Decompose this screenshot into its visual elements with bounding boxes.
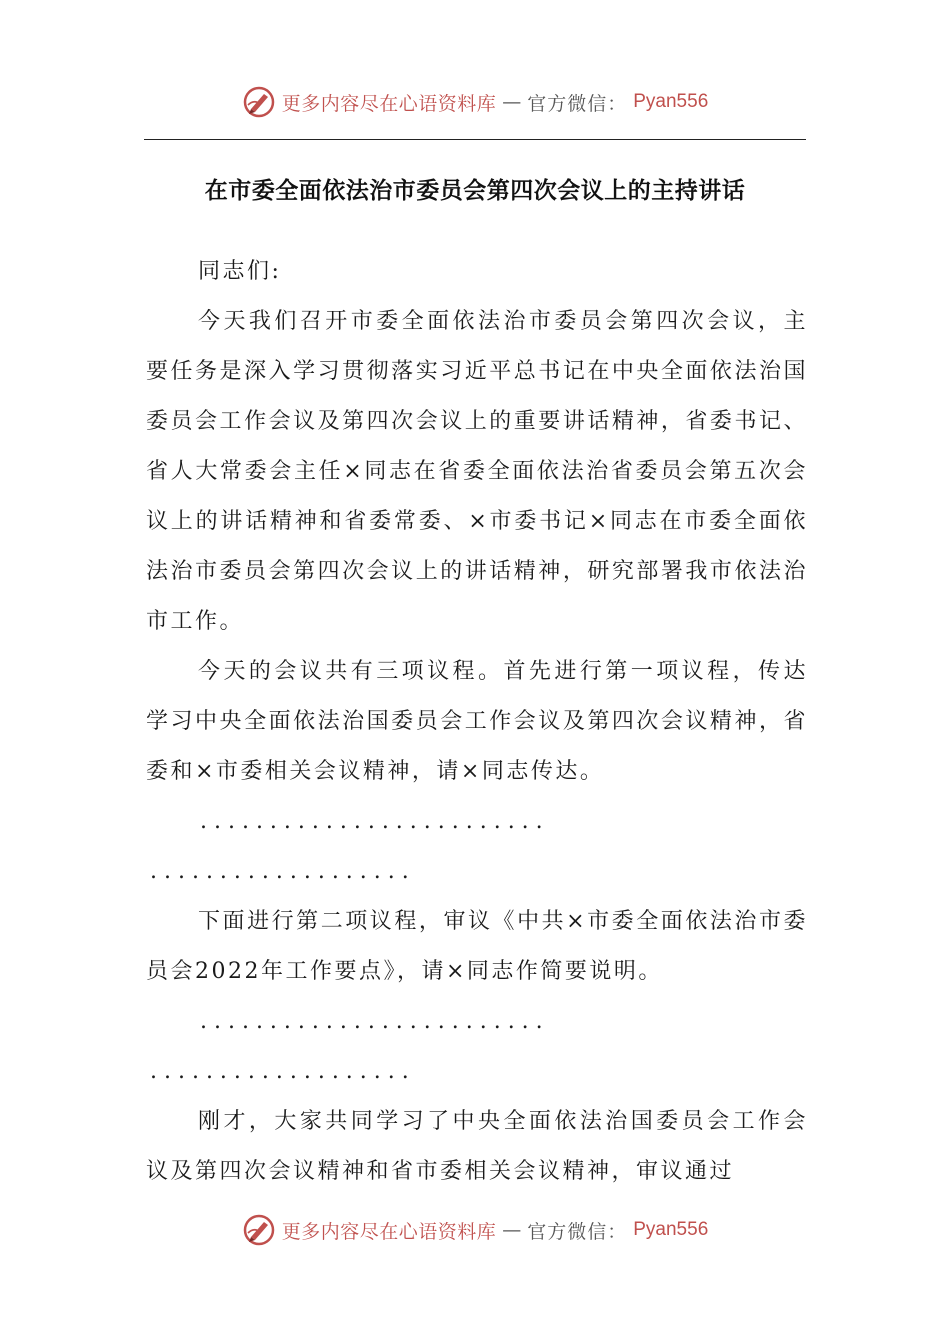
document-body bbox=[146, 247, 808, 1197]
header-watermark bbox=[0, 84, 950, 120]
watermark-wechat-label: 官方微信： bbox=[527, 92, 628, 115]
watermark-separator: — bbox=[502, 91, 522, 113]
ellipsis-line: . . . . . . . . . . . . . . . . . . . . . . . . . bbox=[200, 1009, 543, 1034]
watermark-wechat-id: Pyan556 bbox=[633, 1219, 709, 1240]
watermark-separator: — bbox=[502, 1219, 522, 1241]
paragraph: 今天我们召开市委全面依法治市委员会第四次会议，主要任务是深入学习贯彻落实习近平总书记在中央全面依法治国委员会工作会议及第四次会议上的重要讲话精神，省委书记、省人大常委会主任×同志在省委全面依法治省委员会第五次会议上的讲话精神和省委常委、×市委书记×同志在市委全面依法治市委员会第四次会议上的讲话精神，研究部署我市依法治市工作。 bbox=[146, 309, 808, 634]
paragraph: 下面进行第二项议程，审议《中共×市委全面依法治市委员会2022年工作要点》，请×同志作简要说明。 bbox=[146, 909, 808, 984]
ellipsis-line: . . . . . . . . . . . . . . . . . . . bbox=[150, 859, 409, 884]
watermark-text: 更多内容尽在心语资料库 bbox=[281, 92, 497, 115]
watermark-wechat-label: 官方微信： bbox=[527, 1220, 628, 1243]
ellipsis-line: . . . . . . . . . . . . . . . . . . . bbox=[150, 1059, 409, 1084]
salutation: 同志们: bbox=[198, 259, 282, 284]
brand-logo-icon bbox=[242, 85, 276, 119]
header-divider bbox=[144, 139, 806, 140]
paragraph: 刚才，大家共同学习了中央全面依法治国委员会工作会议及第四次会议精神和省市委相关会议精神，审议通过 bbox=[146, 1109, 808, 1184]
footer-watermark bbox=[0, 1212, 950, 1248]
watermark-wechat-id: Pyan556 bbox=[633, 91, 709, 112]
paragraph: 今天的会议共有三项议程。首先进行第一项议程，传达学习中央全面依法治国委员会工作会议及第四次会议精神，省委和×市委相关会议精神，请×同志传达。 bbox=[146, 659, 808, 784]
document-title: 在市委全面依法治市委员会第四次会议上的主持讲话 bbox=[204, 177, 746, 204]
ellipsis-line: . . . . . . . . . . . . . . . . . . . . . . . . . bbox=[200, 809, 543, 834]
watermark-text: 更多内容尽在心语资料库 bbox=[281, 1220, 497, 1243]
brand-logo-icon bbox=[242, 1213, 276, 1247]
